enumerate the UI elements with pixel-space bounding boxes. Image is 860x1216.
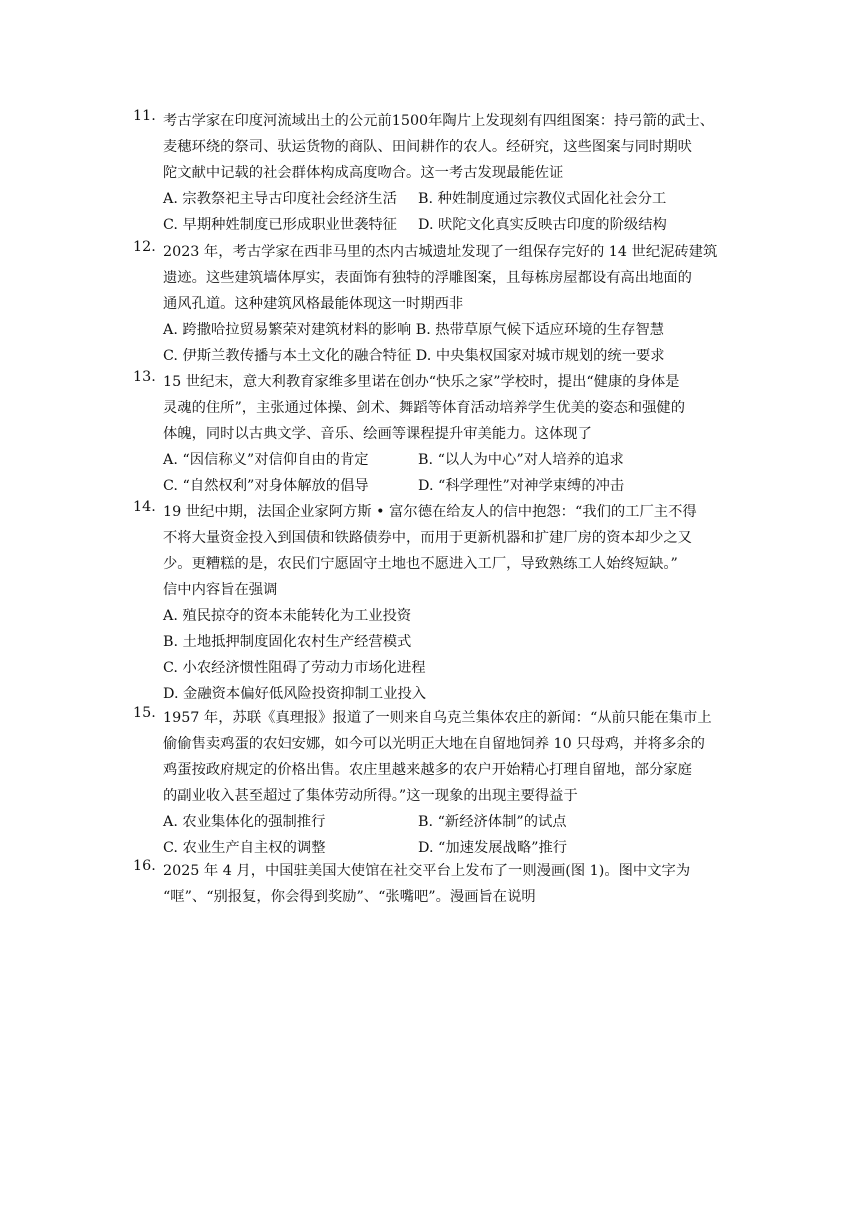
question-text-line: 1957 年，苏联《真理报》报道了一则来自乌克兰集体农庄的新闻：“从前只能在集市上	[163, 710, 712, 726]
question-text-line: 考古学家在印度河流域出土的公元前1500年陶片上发现刻有四组图案：持弓箭的武士、	[163, 113, 715, 129]
question-13	[133, 369, 738, 499]
option-a: A. 宗教祭祀主导古印度社会经济生活	[163, 191, 397, 207]
question-text-line: 通风孔道。这种建筑风格最能体现这一时期西非	[163, 296, 464, 312]
question-text-line: 灵魂的住所”，主张通过体操、剑术、舞蹈等体育活动培养学生优美的姿态和强健的	[163, 400, 685, 416]
option-row	[163, 809, 738, 835]
question-12	[133, 239, 738, 369]
option-row	[163, 212, 738, 238]
question-text-line: 少。更糟糕的是，农民们宁愿固守土地也不愿进入工厂，导致熟练工人始终短缺。”	[163, 556, 678, 572]
question-text-line: 2025 年 4 月，中国驻美国大使馆在社交平台上发布了一则漫画(图 1)。图中文字为	[163, 863, 691, 879]
question-number: 14.	[133, 499, 156, 515]
question-text-line: 遗迹。这些建筑墙体厚实，表面饰有独特的浮雕图案，且每栋房屋都设有高出地面的	[163, 270, 692, 286]
question-11	[133, 108, 738, 238]
question-number: 16.	[133, 858, 156, 874]
option-row	[163, 447, 738, 473]
option-row	[163, 186, 738, 212]
question-number: 13.	[133, 369, 156, 385]
question-text-line: 不将大量资金投入到国债和铁路债券中，而用于更新机器和扩建厂房的资本却少之又	[163, 530, 692, 546]
option-b: B. 种姓制度通过宗教仪式固化社会分工	[418, 191, 667, 207]
option-d: D. 吠陀文化真实反映古印度的阶级结构	[418, 217, 667, 233]
option-d: D. 金融资本偏好低风险投资抑制工业投入	[163, 686, 427, 702]
option-d: D. “加速发展战略”推行	[418, 840, 568, 856]
option-a: A. 殖民掠夺的资本未能转化为工业投资	[163, 608, 412, 624]
question-text-line: 15 世纪末，意大利教育家维多里诺在创办“快乐之家”学校时，提出“健康的身体是	[163, 374, 680, 390]
question-text-line: 鸡蛋按政府规定的价格出售。农庄里越来越多的农户开始精心打理自留地，部分家庭	[163, 762, 692, 778]
question-14	[133, 499, 738, 707]
question-15	[133, 705, 738, 861]
question-text-line: 19 世纪中期，法国企业家阿方斯 • 富尔德在给友人的信中抱怨：“我们的工厂主不得	[163, 504, 697, 520]
option-row	[163, 473, 738, 499]
option-c: C. 农业生产自主权的调整	[163, 840, 326, 856]
question-number: 11.	[133, 108, 156, 124]
option-c: C. 早期种姓制度已形成职业世袭特征	[163, 217, 397, 233]
question-number: 15.	[133, 705, 156, 721]
question-text-line: 陀文献中记载的社会群体构成高度吻合。这一考古发现最能佐证	[163, 165, 564, 181]
question-text-line: “哐”、“别报复，你会得到奖励”、“张嘴吧”。漫画旨在说明	[163, 889, 536, 905]
option-a: A. “因信称义”对信仰自由的肯定	[163, 452, 369, 468]
option-row: C. 伊斯兰教传播与本土文化的融合特征 D. 中央集权国家对城市规划的统一要求	[163, 348, 665, 364]
question-text-line: 体魄，同时以古典文学、音乐、绘画等课程提升审美能力。这体现了	[163, 426, 592, 442]
option-c: C. 小农经济惯性阻碍了劳动力市场化进程	[163, 660, 426, 676]
option-row: A. 跨撒哈拉贸易繁荣对建筑材料的影响 B. 热带草原气候下适应环境的生存智慧	[163, 322, 665, 338]
question-text-line: 的副业收入甚至超过了集体劳动所得。”这一现象的出现主要得益于	[163, 788, 578, 804]
question-text-line: 信中内容旨在强调	[163, 582, 278, 598]
option-b: B. “新经济体制”的试点	[418, 814, 567, 830]
question-number: 12.	[133, 239, 156, 255]
option-d: D. “科学理性”对神学束缚的冲击	[418, 478, 625, 494]
option-b: B. “以人为中心”对人培养的追求	[418, 452, 624, 468]
question-16	[133, 858, 738, 910]
option-a: A. 农业集体化的强制推行	[163, 814, 326, 830]
question-text-line: 2023 年，考古学家在西非马里的杰内古城遗址发现了一组保存完好的 14 世纪泥砖建筑	[163, 244, 718, 260]
question-text-line: 偷偷售卖鸡蛋的农妇安娜，如今可以光明正大地在自留地饲养 10 只母鸡，并将多余的	[163, 736, 705, 752]
question-text-line: 麦穗环绕的祭司、驮运货物的商队、田间耕作的农人。经研究，这些图案与同时期吠	[163, 139, 692, 155]
option-c: C. “自然权利”对身体解放的倡导	[163, 478, 369, 494]
option-b: B. 土地抵押制度固化农村生产经营模式	[163, 634, 412, 650]
